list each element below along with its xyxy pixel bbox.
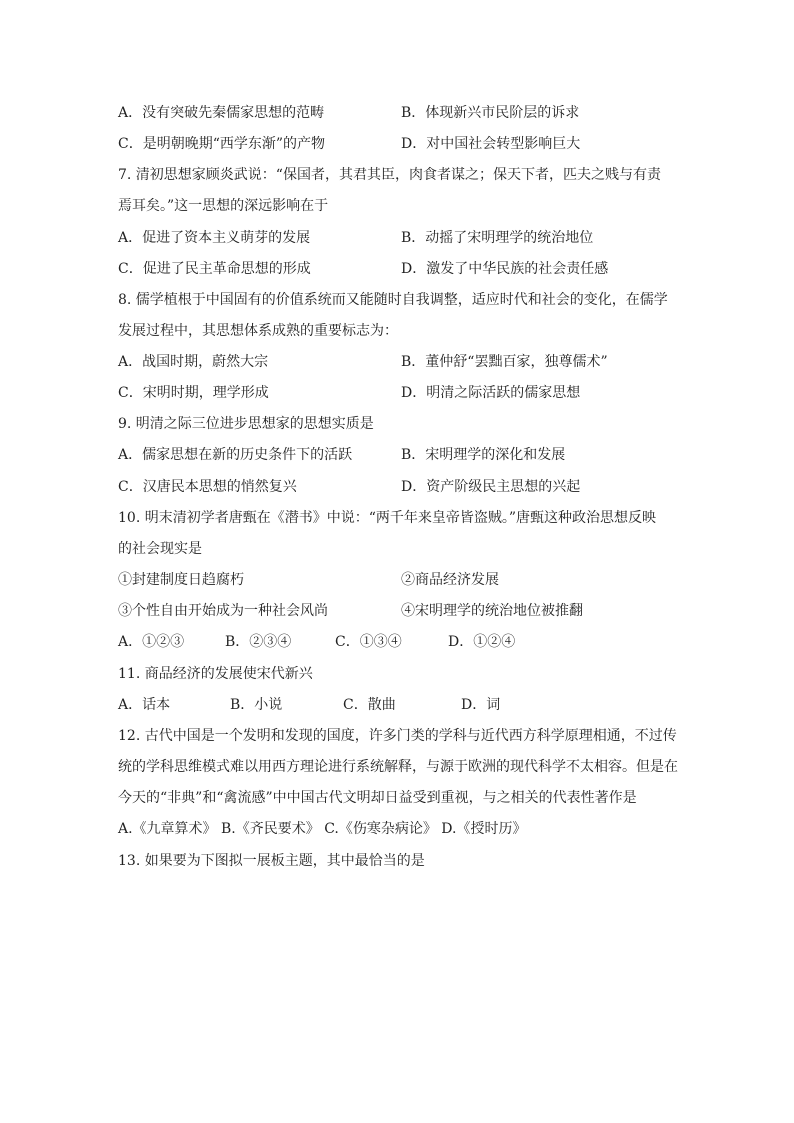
q10-option-c: C．①③④: [335, 634, 402, 650]
q10-stem-line1: 10. 明末清初学者唐甄在《潜书》中说：“两千年来皇帝皆盗贼。”唐甄这种政治思想反映: [118, 510, 657, 526]
q7-stem-line1: 7. 清初思想家顾炎武说：“保国者，其君其臣，肉食者谋之；保天下者，匹夫之贱与有责: [118, 167, 661, 183]
q9-option-d: D．资产阶级民主思想的兴起: [401, 479, 581, 495]
q9-option-c: C．汉唐民本思想的悄然复兴: [118, 479, 297, 495]
q11-stem: 11. 商品经济的发展使宋代新兴: [118, 666, 313, 682]
q12-stem-line2: 统的学科思维模式难以用西方理论进行系统解释，与源于欧洲的现代科学不太相容。但是在: [118, 759, 678, 775]
q10-item-4: ④宋明理学的统治地位被推翻: [401, 603, 583, 619]
q10-option-d: D．①②④: [448, 634, 516, 650]
q13-stem: 13. 如果要为下图拟一展板主题，其中最恰当的是: [118, 853, 425, 869]
q10-item-2: ②商品经济发展: [401, 572, 499, 588]
q7-stem-line2: 焉耳矣。”这一思想的深远影响在于: [118, 198, 329, 214]
q6-option-b: B．体现新兴市民阶层的诉求: [401, 105, 580, 121]
q6-option-c: C．是明朝晚期“西学东渐”的产物: [118, 136, 326, 152]
q10-option-a: A．①②③: [118, 634, 185, 650]
q11-option-c: C．散曲: [343, 697, 396, 713]
q10-option-b: B．②③④: [225, 634, 292, 650]
q8-stem-line1: 8. 儒学植根于中国固有的价值系统而又能随时自我调整，适应时代和社会的变化，在儒学: [118, 292, 668, 308]
q11-option-a: A．话本: [118, 697, 171, 713]
q10-stem-line2: 的社会现实是: [118, 541, 202, 557]
q9-option-a: A．儒家思想在新的历史条件下的活跃: [118, 447, 353, 463]
q9-option-b: B．宋明理学的深化和发展: [401, 447, 566, 463]
q12-stem-line3: 今天的“非典”和“禽流感”中中国古代文明却日益受到重视，与之相关的代表性著作是: [118, 790, 637, 806]
q12-stem-line1: 12. 古代中国是一个发明和发现的国度，许多门类的学科与近代西方科学原理相通，不过传: [118, 728, 677, 744]
q10-item-3: ③个性自由开始成为一种社会风尚: [118, 603, 328, 619]
q6-option-a: A．没有突破先秦儒家思想的范畴: [118, 105, 325, 121]
q8-option-c: C．宋明时期，理学形成: [118, 385, 269, 401]
q7-option-c: C．促进了民主革命思想的形成: [118, 261, 311, 277]
q7-option-b: B．动摇了宋明理学的统治地位: [401, 230, 594, 246]
q6-option-d: D．对中国社会转型影响巨大: [401, 136, 581, 152]
q8-option-a: A．战国时期，蔚然大宗: [118, 354, 269, 370]
q7-option-d: D．激发了中华民族的社会责任感: [401, 261, 609, 277]
q10-item-1: ①封建制度日趋腐朽: [118, 572, 244, 588]
q11-option-d: D．词: [461, 697, 501, 713]
q8-option-b: B．董仲舒“罢黜百家，独尊儒术”: [401, 354, 608, 370]
q11-option-b: B．小说: [230, 697, 283, 713]
q12-options: A.《九章算术》 B.《齐民要术》 C.《伤寒杂病论》 D.《授时历》: [118, 821, 527, 837]
q8-stem-line2: 发展过程中，其思想体系成熟的重要标志为：: [118, 323, 398, 339]
q8-option-d: D．明清之际活跃的儒家思想: [401, 385, 581, 401]
q7-option-a: A．促进了资本主义萌芽的发展: [118, 230, 311, 246]
q9-stem: 9. 明清之际三位进步思想家的思想实质是: [118, 416, 374, 432]
